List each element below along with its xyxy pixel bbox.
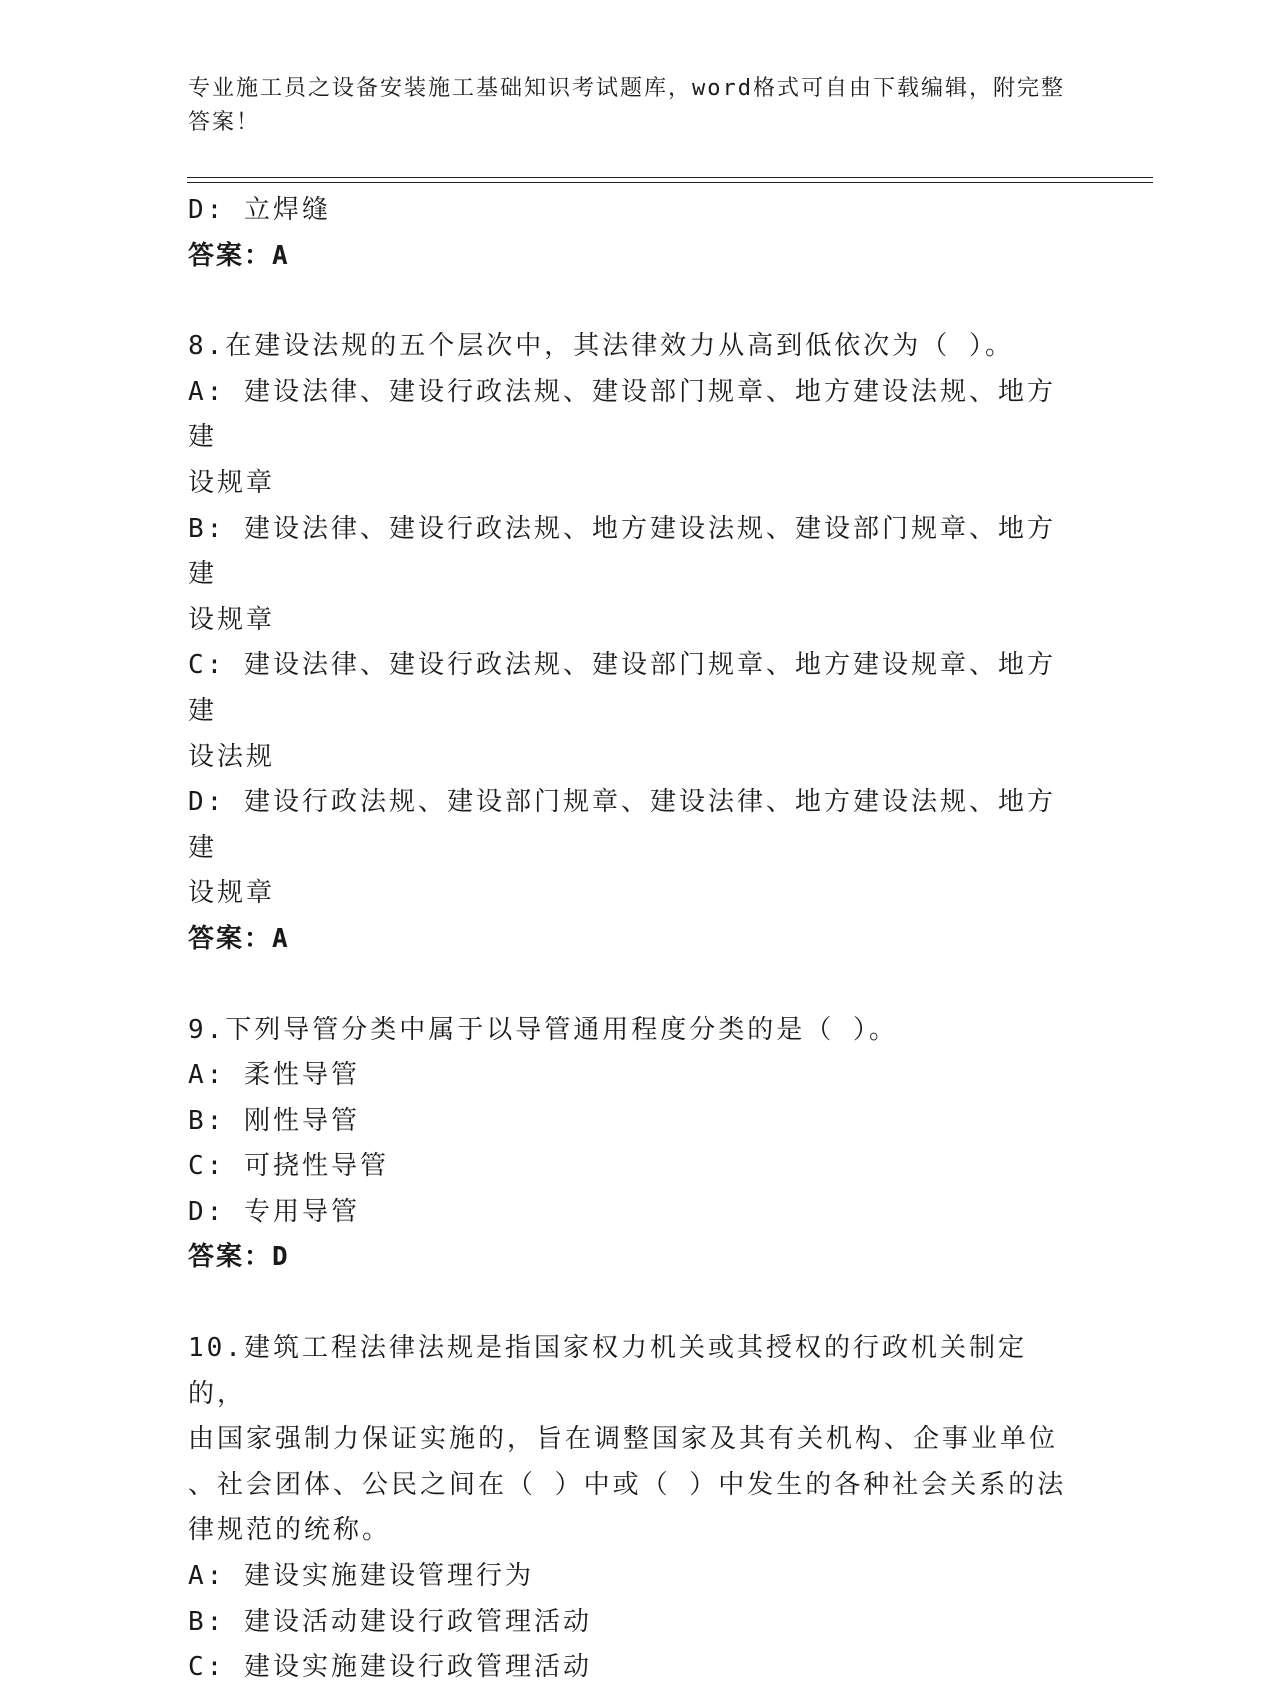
option-b: B: 刚性导管 (188, 1105, 360, 1136)
header-rule-top (187, 177, 1153, 178)
option-b: B: 建设法律、建设行政法规、地方建设法规、建设部门规章、地方建 (188, 513, 1056, 590)
option-c: C: 建设实施建设行政管理活动 (188, 1652, 592, 1683)
option-a: A: 建设实施建设管理行为 (188, 1561, 534, 1592)
option-b: B: 建设活动建设行政管理活动 (188, 1606, 592, 1637)
document-header: 专业施工员之设备安装施工基础知识考试题库，word格式可自由下载编辑，附完整答案！ (188, 76, 1065, 135)
header-rule-bottom (187, 182, 1153, 183)
answer-line: 答案：A (188, 240, 290, 271)
spacer (188, 963, 1078, 1008)
option-c: C: 建设法律、建设行政法规、建设部门规章、地方建设规章、地方建 (188, 650, 1056, 726)
option-a: A: 柔性导管 (188, 1060, 360, 1091)
prev-question-tail (188, 188, 1078, 279)
option-d: D: 专用导管 (188, 1196, 360, 1227)
question-content (188, 188, 1078, 1691)
option-c: C: 可挠性导管 (188, 1151, 389, 1182)
option-c-cont: 设法规 (188, 741, 276, 772)
question-stem: 9.下列导管分类中属于以导管通用程度分类的是（ ）。 (188, 1014, 898, 1045)
question-10 (188, 1326, 1078, 1691)
option-b-cont: 设规章 (188, 604, 276, 635)
question-9 (188, 1008, 1078, 1282)
question-stem-cont: 由国家强制力保证实施的，旨在调整国家及其有关机构、企事业单位 (188, 1424, 1059, 1455)
option-d-cont: 设规章 (188, 878, 276, 909)
option-a-cont: 设规章 (188, 467, 276, 498)
question-stem-cont: 律规范的统称。 (188, 1515, 392, 1546)
question-stem-cont: 、社会团体、公民之间在（ ）中或（ ）中发生的各种社会关系的法 (188, 1469, 1067, 1500)
question-stem: 8.在建设法规的五个层次中，其法律效力从高到低依次为（ ）。 (188, 331, 1014, 362)
answer-line: 答案：D (188, 1242, 290, 1273)
option-d: D: 立焊缝 (188, 195, 331, 225)
question-stem: 10.建筑工程法律法规是指国家权力机关或其授权的行政机关制定的， (188, 1333, 1027, 1409)
option-a: A: 建设法律、建设行政法规、建设部门规章、地方建设法规、地方建 (188, 376, 1056, 453)
option-d: D: 建设行政法规、建设部门规章、建设法律、地方建设法规、地方建 (188, 787, 1056, 863)
spacer (188, 1281, 1078, 1326)
spacer (188, 279, 1078, 324)
answer-line: 答案：A (188, 923, 290, 954)
question-8 (188, 324, 1078, 962)
